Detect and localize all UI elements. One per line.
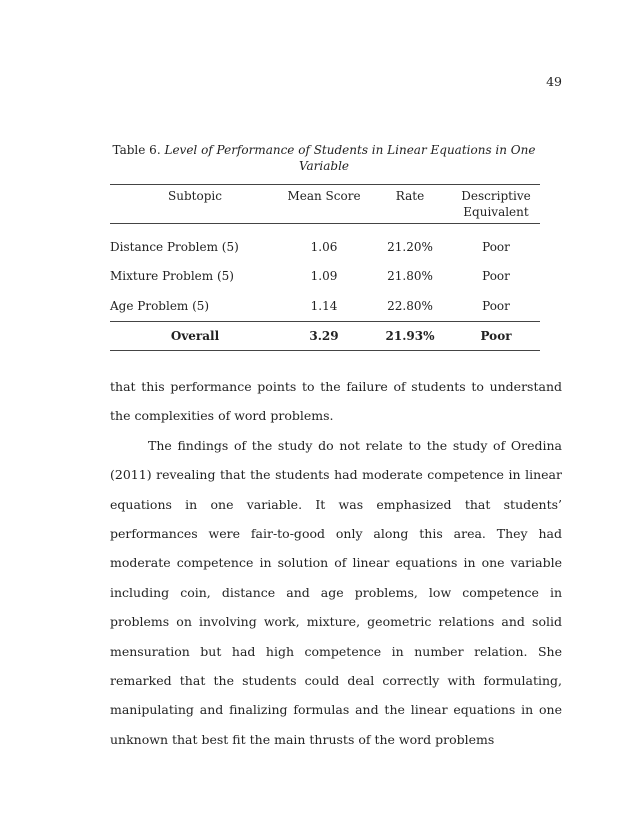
table-caption-label: Table 6.	[112, 143, 161, 157]
cell-rate: 22.80%	[387, 298, 433, 313]
cell-overall-label: Overall	[110, 321, 280, 350]
cell-rate: 21.20%	[387, 239, 433, 254]
table-header-row	[110, 185, 540, 224]
cell-mean-score: 1.14	[310, 298, 338, 313]
table-row	[110, 224, 540, 262]
table-caption-title: Level of Performance of Students in Linear Equations in One Variable	[164, 143, 536, 173]
cell-overall-mean-score: 3.29	[280, 321, 368, 350]
cell-mean-score: 1.06	[310, 239, 338, 254]
header-rate: Rate	[368, 185, 452, 224]
table-overall-row	[110, 321, 540, 350]
header-descriptive-equivalent: Descriptive Equivalent	[452, 185, 540, 224]
cell-subtopic: Age Problem (5)	[110, 298, 210, 313]
cell-subtopic: Mixture Problem (5)	[110, 269, 234, 284]
cell-descriptive-equivalent: Poor	[482, 239, 510, 254]
cell-rate: 21.80%	[387, 269, 433, 284]
page-number: 49	[546, 74, 562, 89]
cell-descriptive-equivalent: Poor	[482, 298, 510, 313]
header-subtopic: Subtopic	[110, 185, 280, 224]
table-row	[110, 262, 540, 292]
performance-table	[110, 184, 540, 351]
cell-overall-rate: 21.93%	[368, 321, 452, 350]
body-text	[110, 372, 562, 754]
paragraph-continuation: that this performance points to the failure of students to understand the complexities of word problems.	[110, 379, 562, 424]
cell-overall-descriptive-equivalent: Poor	[452, 321, 540, 350]
cell-subtopic: Distance Problem (5)	[110, 239, 239, 254]
paragraph-findings: The findings of the study do not relate to the study of Oredina (2011) revealing that the students had moderate competence in linear equations in one variable. It was emphasized that students’ performances were fair-to-good only along this area. They had moderate competence in solution of linear equations in one variable including coin, distance and age problems, low competence in problems on involving work, mixture, geometric relations and solid mensuration but had high competence in number relation. She remarked that the students could deal correctly with formulating, manipulating and finalizing formulas and the linear equations in one unknown that best fit the main thrusts of the word problems	[110, 437, 562, 747]
header-mean-score: Mean Score	[280, 185, 368, 224]
cell-descriptive-equivalent: Poor	[482, 269, 510, 284]
table-caption	[110, 142, 538, 174]
table-row	[110, 291, 540, 321]
cell-mean-score: 1.09	[310, 269, 338, 284]
